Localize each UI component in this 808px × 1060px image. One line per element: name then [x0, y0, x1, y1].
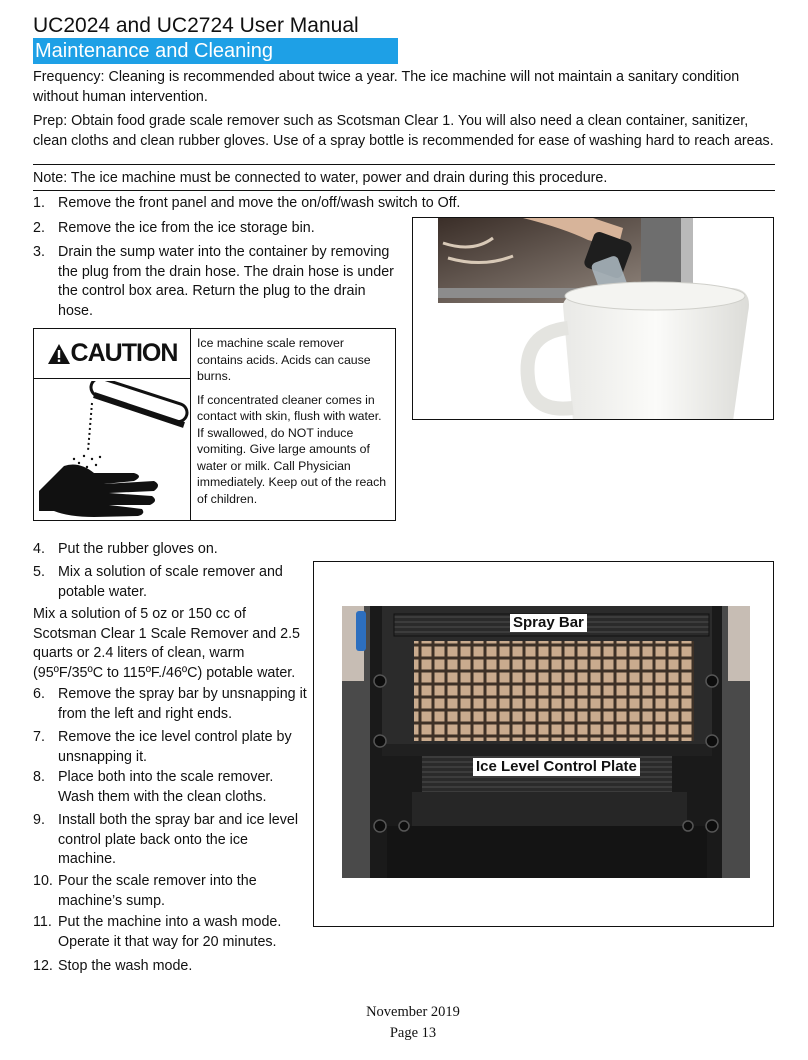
section-heading: Maintenance and Cleaning: [33, 38, 398, 64]
list-item: 12. Stop the wash mode.: [33, 958, 193, 974]
list-item: 8. Place both into the scale remover. Wash them with the clean cloths.: [33, 769, 274, 805]
spray-bar-photo-frame: [313, 561, 774, 927]
warning-triangle-icon: [47, 343, 71, 365]
document-title: UC2024 and UC2724 User Manual: [33, 14, 359, 37]
prep-paragraph: Prep: Obtain food grade scale remover such as Scotsman Clear 1. You will also need a clean container, sanitizer, clean cloths and clean rubber gloves. Use of a spray bottle is recommended for ease of washing hard to reach areas.: [33, 113, 774, 149]
caution-graphic-panel: [34, 329, 191, 520]
frequency-paragraph: Frequency: Cleaning is recommended about twice a year. The ice machine will not maintain a sanitary condition without human intervention.: [33, 69, 740, 105]
list-item: 4. Put the rubber gloves on.: [33, 541, 218, 557]
note-top-rule: [33, 164, 775, 165]
ice-level-control-plate-label: Ice Level Control Plate: [473, 758, 640, 776]
caution-text-first-aid: If concentrated cleaner comes in contact with skin, flush with water. If swallowed, do NOT induce vomiting. Give large amounts of water or milk. Call Physician immediately. Keep out of the reach of children.: [197, 392, 387, 506]
list-item: 6. Remove the spray bar by unsnapping it from the left and right ends.: [33, 686, 307, 722]
list-item: 11. Put the machine into a wash mode. Operate it that way for 20 minutes.: [33, 914, 282, 950]
list-item: 2. Remove the ice from the ice storage bin.: [33, 220, 315, 236]
note-bottom-rule: [33, 190, 775, 191]
caution-text-acids: Ice machine scale remover contains acids. Acids can cause burns.: [197, 336, 371, 383]
list-item: 5. Mix a solution of scale remover and potable water.: [33, 564, 283, 600]
footer-date: November 2019: [366, 1004, 460, 1020]
caution-box: [33, 328, 396, 521]
evaporator-photo-illustration: [342, 606, 750, 878]
list-item: 10. Pour the scale remover into the machine’s sump.: [33, 873, 257, 909]
list-item: 3. Drain the sump water into the container by removing the plug from the drain hose. The drain hose is under the control box area. Return the plug to the drain hose.: [33, 244, 394, 319]
mix-solution-note: Mix a solution of 5 oz or 150 cc of Scotsman Clear 1 Scale Remover and 2.5 quarts or 2.4 liters of clean, warm (95ºF/35ºC to 115ºF./46ºC) potable water.: [33, 606, 301, 681]
note-paragraph: Note: The ice machine must be connected to water, power and drain during this procedure.: [33, 170, 608, 186]
caution-text: [197, 335, 389, 514]
spray-bar-label: Spray Bar: [510, 614, 587, 632]
list-item: 7. Remove the ice level control plate by unsnapping it.: [33, 729, 292, 765]
drain-hose-photo: [412, 217, 774, 420]
list-item: 9. Install both the spray bar and ice level control plate back onto the ice machine.: [33, 812, 299, 867]
caution-heading: CAUTION: [70, 339, 178, 367]
list-item: 1. Remove the front panel and move the on/off/wash switch to Off.: [33, 195, 461, 211]
caution-header: [34, 329, 190, 379]
acid-burn-hand-icon: [34, 381, 190, 521]
page-number: Page 13: [389, 1025, 437, 1041]
drain-hose-photo-illustration: [413, 218, 774, 420]
